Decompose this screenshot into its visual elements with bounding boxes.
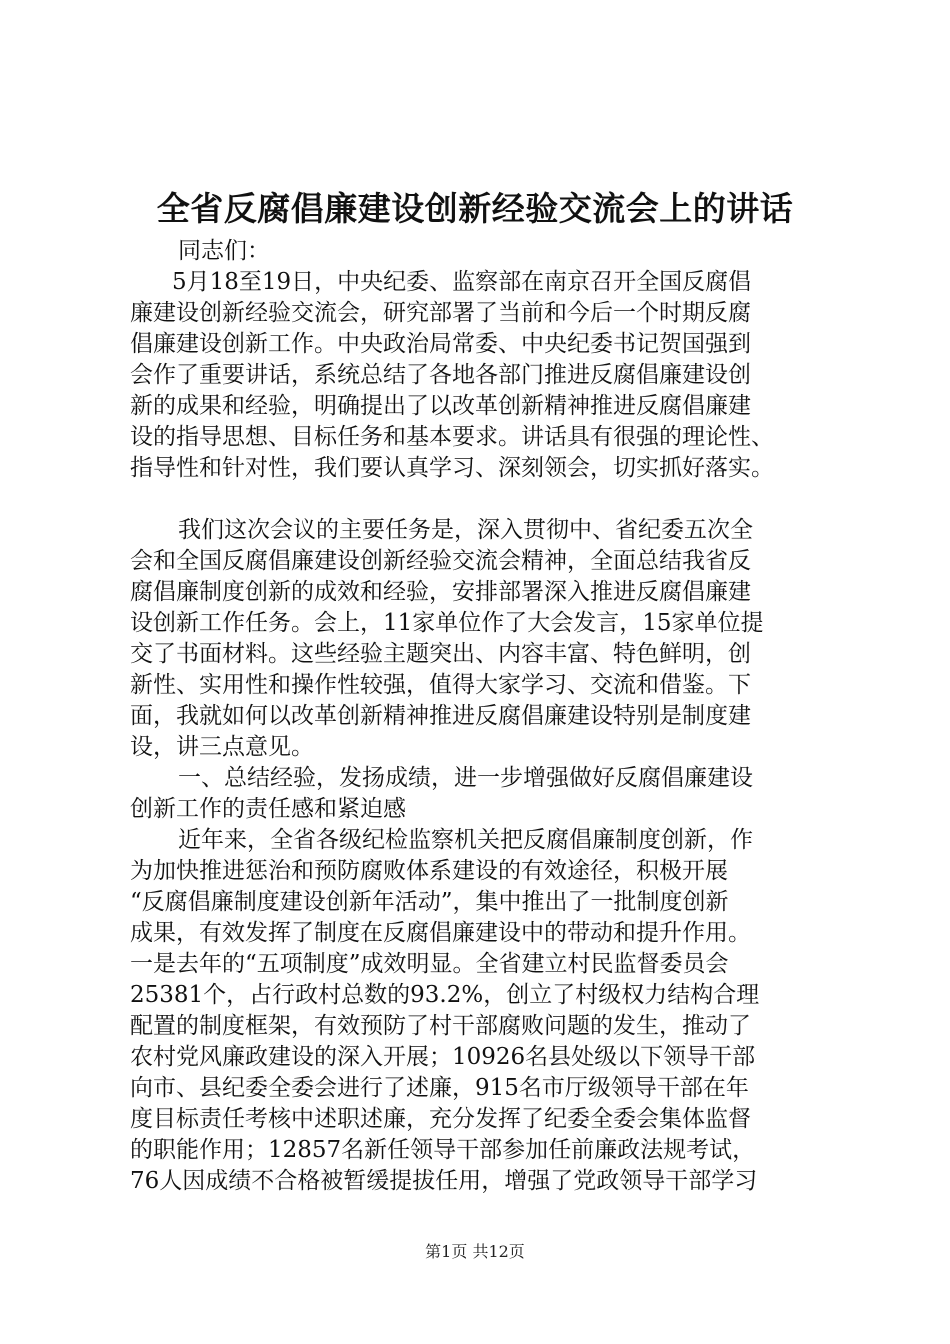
paragraph-line: 度目标责任考核中述职述廉，充分发挥了纪委全委会集体监督	[130, 1106, 751, 1132]
paragraph-line: 腐倡廉制度创新的成效和经验，安排部署深入推进反腐倡廉建	[130, 579, 751, 605]
paragraph-line: 近年来，全省各级纪检监察机关把反腐倡廉制度创新，作	[178, 827, 753, 853]
paragraph-line: 为加快推进惩治和预防腐败体系建设的有效途径，积极开展	[130, 858, 728, 884]
paragraph-line: 设的指导思想、目标任务和基本要求。讲话具有很强的理论性、	[130, 424, 774, 450]
paragraph-3	[130, 825, 838, 1197]
paragraph-line: 交了书面材料。这些经验主题突出、内容丰富、特色鲜明，创	[130, 641, 751, 667]
paragraph-line: 会作了重要讲话，系统总结了各地各部门推进反腐倡廉建设创	[130, 362, 751, 388]
paragraph-line: 配置的制度框架，有效预防了村干部腐败问题的发生，推动了	[130, 1013, 751, 1039]
paragraph-line: 面，我就如何以改革创新精神推进反腐倡廉建设特别是制度建	[130, 703, 751, 729]
paragraph-line: 设，讲三点意见。	[130, 734, 314, 760]
paragraph-line: 会和全国反腐倡廉建设创新经验交流会精神，全面总结我省反	[130, 548, 751, 574]
paragraph-line: 向市、县纪委全委会进行了述廉，915名市厅级领导干部在年	[130, 1075, 749, 1101]
paragraph-line: 农村党风廉政建设的深入开展；10926名县处级以下领导干部	[130, 1044, 756, 1070]
paragraph-line: 新性、实用性和操作性较强，值得大家学习、交流和借鉴。下	[130, 672, 751, 698]
paragraph-line: 一是去年的“五项制度”成效明显。全省建立村民监督委员会	[130, 951, 729, 977]
paragraph-line: 倡廉建设创新工作。中央政治局常委、中央纪委书记贺国强到	[130, 331, 751, 357]
document-body	[130, 236, 838, 1197]
paragraph-line: 指导性和针对性，我们要认真学习、深刻领会，切实抓好落实。	[130, 455, 774, 481]
paragraph-1	[130, 267, 838, 484]
paragraph-line: 76人因成绩不合格被暂缓提拔任用，增强了党政领导干部学习	[130, 1168, 758, 1194]
paragraph-line: 新的成果和经验，明确提出了以改革创新精神推进反腐倡廉建	[130, 393, 751, 419]
paragraph-line: “反腐倡廉制度建设创新年活动”，集中推出了一批制度创新	[130, 889, 729, 915]
section-heading-1	[130, 763, 838, 825]
paragraph-line: 廉建设创新经验交流会，研究部署了当前和今后一个时期反腐	[130, 300, 751, 326]
heading-line: 一、总结经验，发扬成绩，进一步增强做好反腐倡廉建设	[178, 765, 753, 791]
paragraph-line: 25381个，占行政村总数的93.2%，创立了村级权力结构合理	[130, 982, 760, 1008]
paragraph-line: 成果，有效发挥了制度在反腐倡廉建设中的带动和提升作用。	[130, 920, 751, 946]
paragraph-2	[130, 515, 838, 763]
salutation: 同志们：	[178, 238, 270, 264]
heading-line: 创新工作的责任感和紧迫感	[130, 796, 406, 822]
paragraph-line: 5月18至19日，中央纪委、监察部在南京召开全国反腐倡	[172, 269, 752, 295]
paragraph-line: 设创新工作任务。会上，11家单位作了大会发言，15家单位提	[130, 610, 764, 636]
paragraph-line: 的职能作用；12857名新任领导干部参加任前廉政法规考试，	[130, 1137, 756, 1163]
paragraph-line: 我们这次会议的主要任务是，深入贯彻中、省纪委五次全	[178, 517, 753, 543]
page-number-footer: 第1页 共12页	[425, 1242, 525, 1261]
paragraph-spacer	[130, 484, 838, 515]
document-title: 全省反腐倡廉建设创新经验交流会上的讲话	[156, 189, 794, 228]
